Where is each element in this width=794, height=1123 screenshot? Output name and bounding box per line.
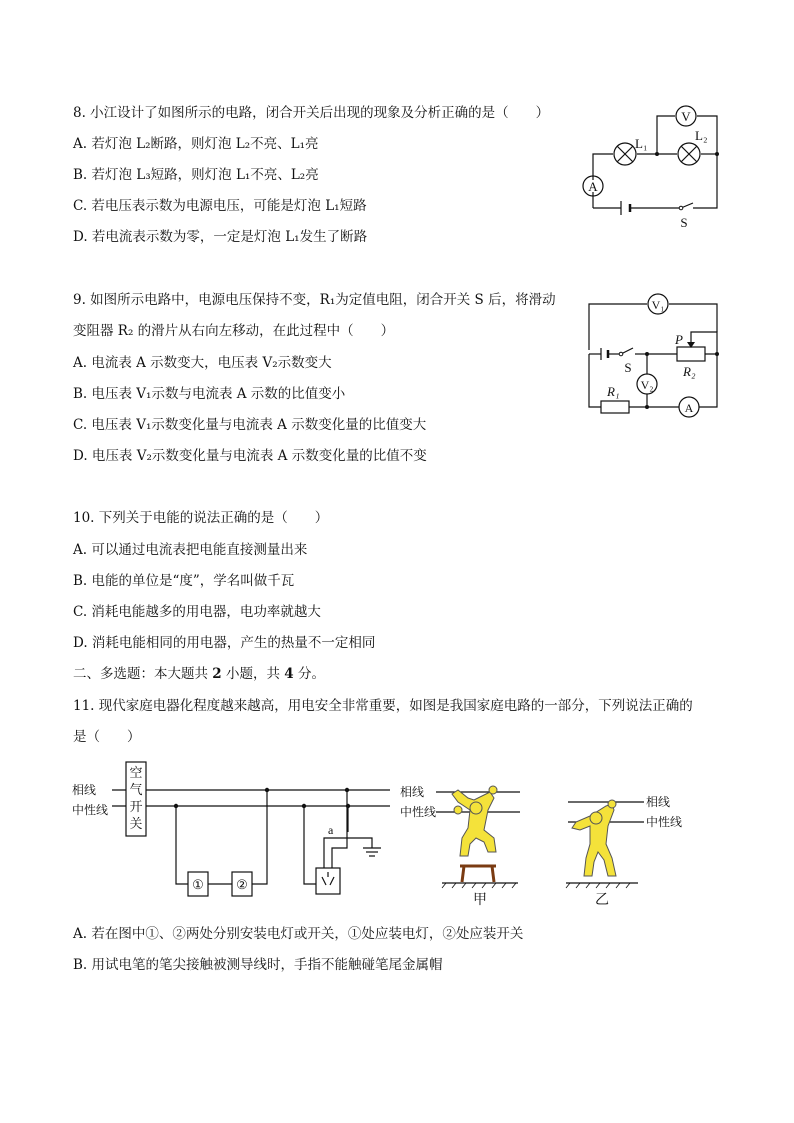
q9-stem-line1: 9. 如图所示电路中，电源电压保持不变，R₁为定值电阻，闭合开关 S 后，将滑动 <box>73 292 556 308</box>
q11-stem-line2: 是（ ） <box>73 729 141 745</box>
v1-label: V₁ <box>651 298 665 312</box>
wooden-stool-icon <box>460 866 496 882</box>
q11-option-a: A. 若在图中①、②两处分别安装电灯或开关，①处应装电灯，②处应装开关 <box>73 926 524 942</box>
live-wire-label: 相线 <box>72 783 97 797</box>
q9-circuit-diagram <box>583 292 723 422</box>
r2-label: R₂ <box>683 364 696 379</box>
person-on-stool-figure <box>452 786 497 856</box>
switch-label: S <box>680 215 688 230</box>
svg-text:中性线: 中性线 <box>646 815 683 829</box>
svg-text:开: 开 <box>129 799 143 814</box>
voltmeter-label: V <box>681 109 691 124</box>
switch-label: S <box>624 360 632 375</box>
q10-option-d: D. 消耗电能相同的用电器，产生的热量不一定相同 <box>73 635 376 651</box>
q11-household-circuit-diagram <box>72 760 392 905</box>
q8-option-b: B. 若灯泡 L₃短路，则灯泡 L₁不亮、L₂亮 <box>73 167 319 183</box>
slot-1-label: ① <box>192 877 204 892</box>
socket-icon <box>316 868 340 894</box>
q9-stem-line2: 变阻器 R₂ 的滑片从右向左移动，在此过程中（ ） <box>73 323 395 339</box>
caption-jia: 甲 <box>473 893 487 908</box>
svg-text:空: 空 <box>129 765 143 780</box>
q9-option-a: A. 电流表 A 示数变大，电压表 V₂示数变大 <box>73 355 332 371</box>
svg-text:相线: 相线 <box>646 795 671 809</box>
q10-option-a: A. 可以通过电流表把电能直接测量出来 <box>73 542 308 558</box>
slider-label: P <box>675 332 683 347</box>
q10-stem: 10. 下列关于电能的说法正确的是（ ） <box>73 510 329 526</box>
q8-option-c: C. 若电压表示数为电源电压，可能是灯泡 L₁短路 <box>73 198 367 214</box>
q10-option-b: B. 电能的单位是“度”，学名叫做千瓦 <box>73 573 295 589</box>
person-on-ground-figure <box>572 800 616 876</box>
r1-label: R₁ <box>607 384 620 399</box>
q10-option-c: C. 消耗电能越多的用电器，电功率就越大 <box>73 604 321 620</box>
svg-text:关: 关 <box>129 816 143 831</box>
caption-yi: 乙 <box>595 893 609 908</box>
q11-stem-line1: 11. 现代家庭电器化程度越来越高，用电安全非常重要，如图是我国家庭电路的一部分，下列说法正确的 <box>73 698 693 714</box>
section-heading: 二、多选题：本大题共 2 小题，共 4 分。 <box>73 666 325 682</box>
ammeter-label: A <box>588 179 598 194</box>
q8-option-d: D. 若电流表示数为零，一定是灯泡 L₁发生了断路 <box>73 229 368 245</box>
q9-option-b: B. 电压表 V₁示数与电流表 A 示数的比值变小 <box>73 386 346 402</box>
q8-circuit-diagram <box>575 100 735 230</box>
q11-safety-illustration <box>400 768 700 908</box>
neutral-wire-label: 中性线 <box>72 803 109 817</box>
svg-text:气: 气 <box>129 782 143 797</box>
q11-option-b: B. 用试电笔的笔尖接触被测导线时，手指不能触碰笔尾金属帽 <box>73 957 443 973</box>
ammeter-label: A <box>684 401 694 415</box>
svg-text:中性线: 中性线 <box>400 805 437 819</box>
slot-2-label: ② <box>236 877 248 892</box>
v2-label: V₂ <box>640 378 654 392</box>
q9-option-c: C. 电压表 V₁示数变化量与电流表 A 示数变化量的比值变大 <box>73 417 427 433</box>
lamp-l1-label: L₁ <box>635 136 648 151</box>
point-a-label: a <box>328 823 334 837</box>
lamp-l2-label: L₂ <box>695 128 708 143</box>
q8-stem: 8. 小江设计了如图所示的电路，闭合开关后出现的现象及分析正确的是（ ） <box>73 105 550 121</box>
q9-option-d: D. 电压表 V₂示数变化量与电流表 A 示数变化量的比值不变 <box>73 448 427 464</box>
q8-option-a: A. 若灯泡 L₂断路，则灯泡 L₂不亮、L₁亮 <box>73 136 319 152</box>
svg-text:相线: 相线 <box>400 785 425 799</box>
